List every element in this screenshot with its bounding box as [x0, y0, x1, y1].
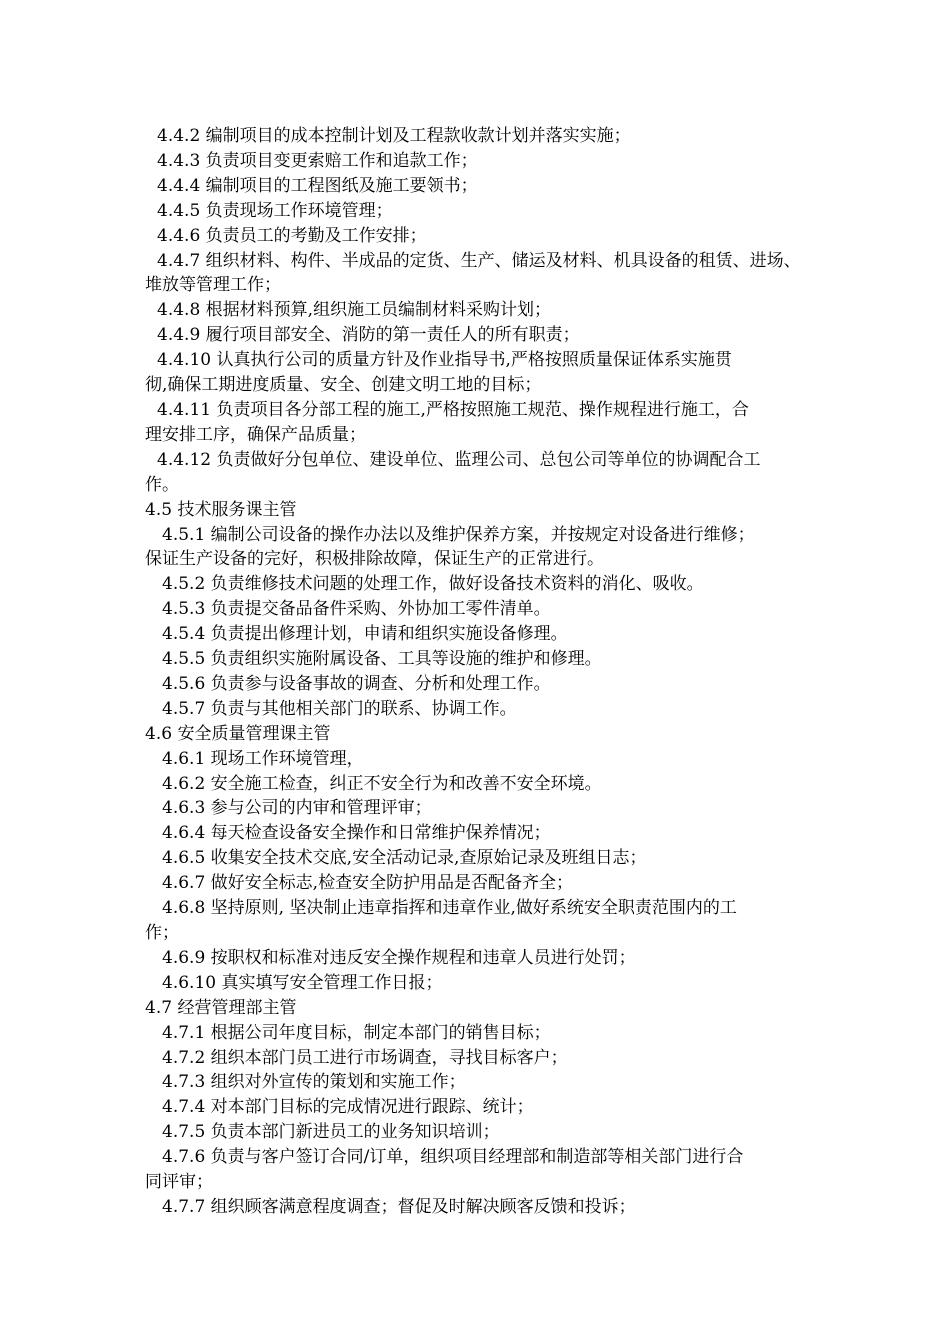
clause-4-4-6: 4.4.6 负责员工的考勤及工作安排； [157, 225, 427, 246]
clause-4-4-11: 4.4.11 负责项目各分部工程的施工,严格按照施工规范、操作规程进行施工，合 [157, 399, 749, 420]
document-body [145, 124, 815, 1220]
clause-4-6-8-continued: 作； [145, 923, 179, 943]
clause-4-4-12: 4.4.12 负责做好分包单位、建设单位、监理公司、总包公司等单位的协调配合工 [157, 449, 761, 470]
clause-4-4-5: 4.4.5 负责现场工作环境管理； [157, 200, 393, 221]
clause-4-6-4: 4.6.4 每天检查设备安全操作和日常维护保养情况； [162, 823, 551, 844]
clause-4-5-7: 4.5.7 负责与其他相关部门的联系、协调工作。 [162, 698, 517, 719]
clause-4-6-10: 4.6.10 真实填写安全管理工作日报； [162, 972, 443, 993]
section-heading-4-7: 4.7 经营管理部主管 [145, 997, 297, 1018]
clause-4-7-4: 4.7.4 对本部门目标的完成情况进行跟踪、统计； [162, 1097, 534, 1118]
clause-4-6-5: 4.6.5 收集安全技术交底,安全活动记录,查原始记录及班组日志； [162, 848, 647, 869]
clause-4-7-7: 4.7.7 组织顾客满意程度调查；督促及时解决顾客反馈和投诉； [162, 1196, 636, 1217]
clause-4-7-1: 4.7.1 根据公司年度目标，制定本部门的销售目标； [162, 1022, 551, 1043]
clause-4-6-8: 4.6.8 坚持原则, 坚决制止违章指挥和违章作业,做好系统安全职责范围内的工 [162, 898, 737, 919]
clause-4-5-6: 4.5.6 负责参与设备事故的调查、分析和处理工作。 [162, 673, 551, 694]
clause-4-6-3: 4.6.3 参与公司的内审和管理评审； [162, 798, 432, 819]
clause-4-6-7: 4.6.7 做好安全标志,检查安全防护用品是否配备齐全； [162, 873, 574, 894]
clause-4-6-1: 4.6.1 现场工作环境管理， [162, 748, 364, 769]
clause-4-4-8: 4.4.8 根据材料预算,组织施工员编制材料采购计划； [157, 300, 552, 321]
clause-4-4-12-continued: 作。 [145, 474, 179, 495]
clause-4-4-3: 4.4.3 负责项目变更索赔工作和追款工作； [157, 150, 478, 171]
clause-4-5-2: 4.5.2 负责维修技术问题的处理工作，做好设备技术资料的消化、吸收。 [162, 574, 704, 595]
section-heading-4-6: 4.6 安全质量管理课主管 [145, 723, 331, 744]
clause-4-7-3: 4.7.3 组织对外宣传的策划和实施工作； [162, 1072, 466, 1093]
clause-4-5-4: 4.5.4 负责提出修理计划，申请和组织实施设备修理。 [162, 624, 568, 645]
clause-4-4-2: 4.4.2 编制项目的成本控制计划及工程款收款计划并落实实施； [157, 126, 631, 146]
clause-4-4-10: 4.4.10 认真执行公司的质量方针及作业指导书,严格按照质量保证体系实施贯 [157, 350, 732, 371]
clause-4-4-9: 4.4.9 履行项目部安全、消防的第一责任人的所有职责； [157, 325, 580, 346]
clause-4-4-11-continued: 理安排工序，确保产品质量； [145, 424, 366, 445]
clause-4-4-7-continued: 堆放等管理工作； [145, 275, 281, 296]
clause-4-4-10-continued: 彻,确保工期进度质量、安全、创建文明工地的目标； [145, 375, 542, 396]
clause-4-5-1: 4.5.1 编制公司设备的操作办法以及维护保养方案，并按规定对设备进行维修； [162, 524, 755, 545]
clause-4-7-6: 4.7.6 负责与客户签订合同/订单，组织项目经理部和制造部等相关部门进行合 [162, 1147, 744, 1168]
clause-4-4-4: 4.4.4 编制项目的工程图纸及施工要领书； [157, 175, 478, 196]
clause-4-5-5: 4.5.5 负责组织实施附属设备、工具等设施的维护和修理。 [162, 649, 602, 670]
section-heading-4-5: 4.5 技术服务课主管 [145, 499, 297, 520]
clause-4-7-2: 4.7.2 组织本部门员工进行市场调查，寻找目标客户； [162, 1047, 568, 1068]
clause-4-6-9: 4.6.9 按职权和标准对违反安全操作规程和违章人员进行处罚； [162, 947, 636, 968]
clause-4-4-7: 4.4.7 组织材料、构件、半成品的定货、生产、储运及材料、机具设备的租赁、进场、 [157, 250, 801, 271]
clause-4-7-6-continued: 同评审； [145, 1172, 213, 1193]
clause-4-6-2: 4.6.2 安全施工检查，纠正不安全行为和改善不安全环境。 [162, 773, 602, 794]
clause-4-7-5: 4.7.5 负责本部门新进员工的业务知识培训； [162, 1122, 500, 1143]
clause-4-5-1-continued: 保证生产设备的完好，积极排除故障，保证生产的正常进行。 [145, 549, 604, 570]
clause-4-5-3: 4.5.3 负责提交备品备件采购、外协加工零件清单。 [162, 599, 551, 620]
